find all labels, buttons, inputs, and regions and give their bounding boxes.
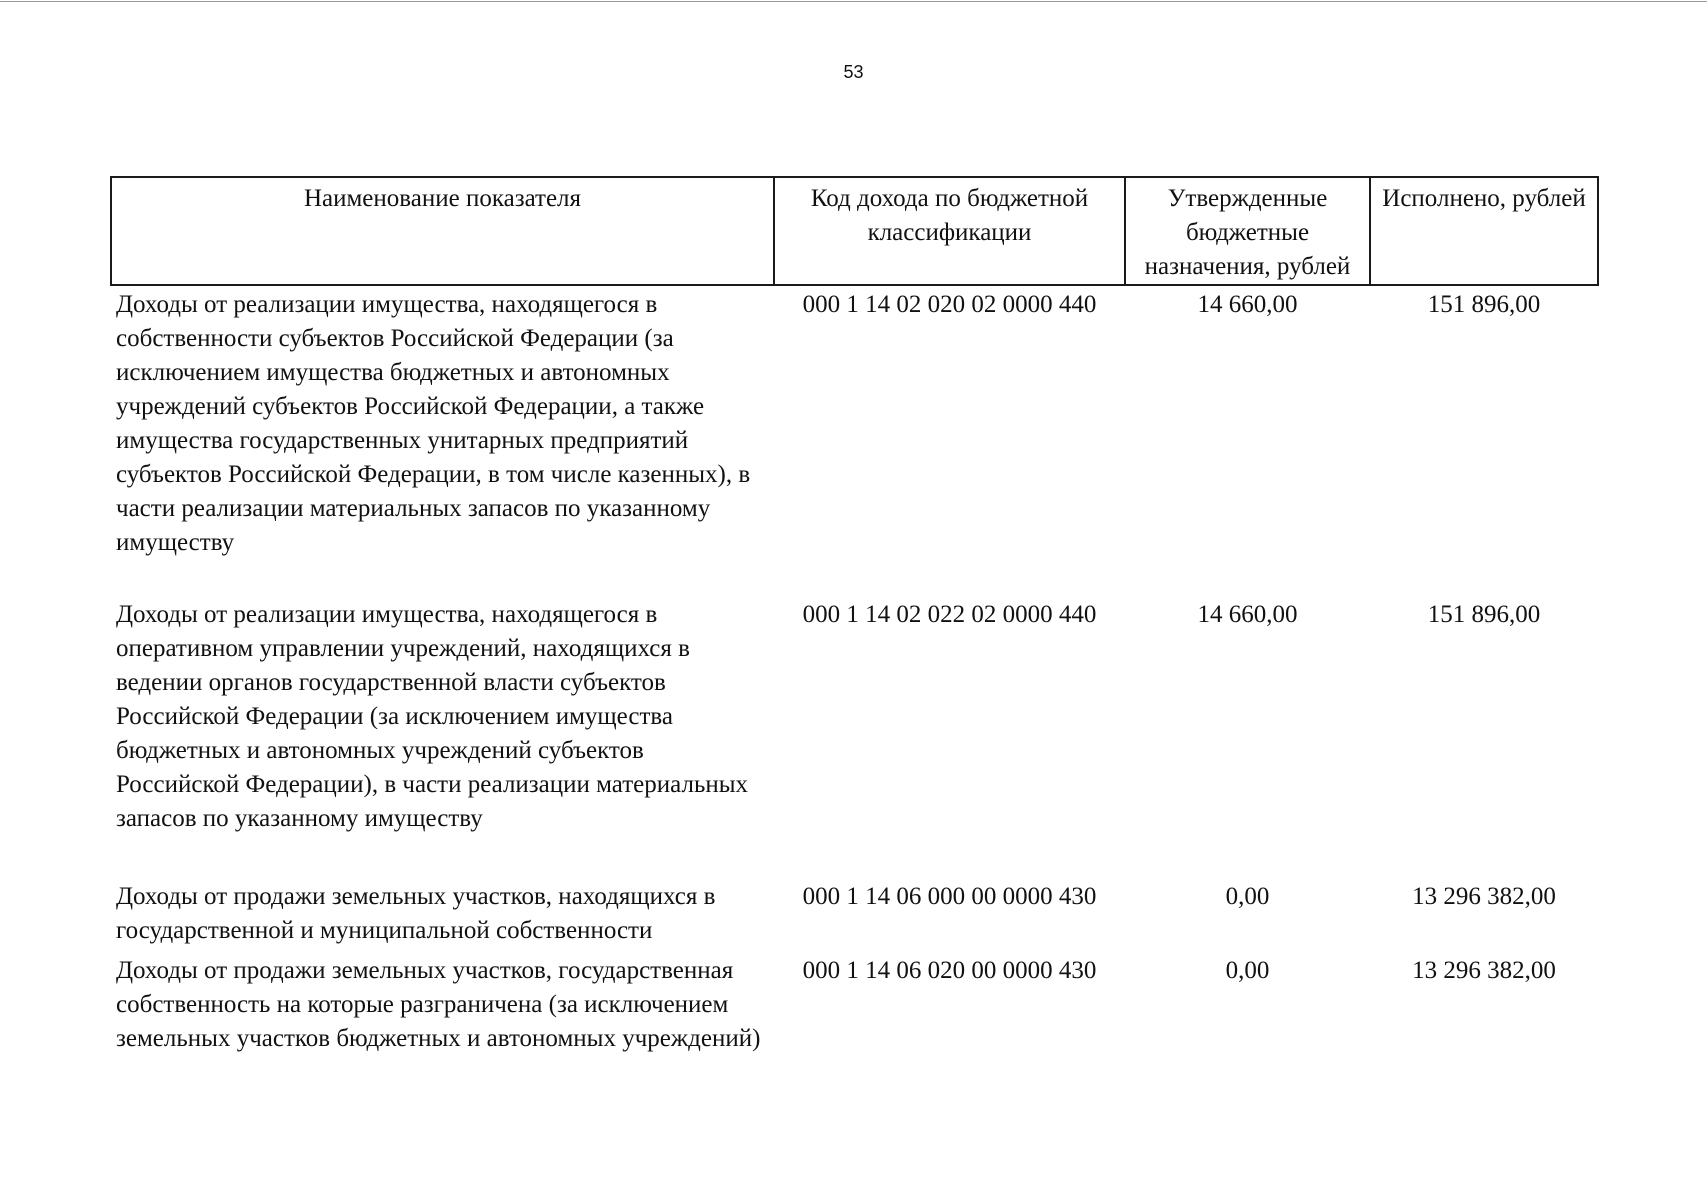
table-header (111, 177, 1598, 285)
budget-income-table (110, 176, 1599, 1094)
row-indicator-name: Доходы от реализации имущества, находящегося в оперативном управлении учреждений, находящихся в ведении органов государственной власти субъектов Российской Федерации (за исключением имущества бюджетных и автономных учреждений субъектов Российской Федерации), в части реализации материальных запасов по указанному имуществу (116, 601, 749, 832)
row-executed-amount: 151 896,00 (1427, 291, 1541, 318)
page-number: 53 (843, 62, 864, 82)
table-body (111, 285, 1598, 1094)
row-indicator-name: Доходы от продажи земельных участков, находящихся в государственной и муниципальной собственности (116, 883, 716, 944)
row-income-code: 000 1 14 06 020 00 0000 430 (802, 957, 1097, 984)
row-income-code: 000 1 14 02 022 02 0000 440 (802, 601, 1097, 628)
header-row (111, 177, 1598, 285)
table-row (111, 598, 1598, 880)
header-income-code: Код дохода по бюджетной классификации (774, 177, 1125, 285)
row-executed-amount: 13 296 382,00 (1412, 883, 1556, 910)
row-executed-amount: 151 896,00 (1427, 601, 1541, 628)
header-indicator-name: Наименование показателя (111, 177, 774, 285)
row-approved-amount: 0,00 (1225, 957, 1270, 984)
row-approved-amount: 14 660,00 (1197, 601, 1298, 628)
row-executed-amount: 13 296 382,00 (1412, 957, 1556, 984)
row-indicator-name: Доходы от продажи земельных участков, государственная собственность на которые разграничена (за исключением земельных участков бюджетных и автономных учреждений) (116, 957, 761, 1052)
row-approved-amount: 14 660,00 (1197, 291, 1298, 318)
table-row (111, 880, 1598, 954)
row-income-code: 000 1 14 06 000 00 0000 430 (802, 883, 1097, 910)
top-rule (0, 1, 1707, 2)
table-row (111, 285, 1598, 598)
row-income-code: 000 1 14 02 020 02 0000 440 (802, 291, 1097, 318)
row-approved-amount: 0,00 (1225, 883, 1270, 910)
row-indicator-name: Доходы от реализации имущества, находящегося в собственности субъектов Российской Федерации (за исключением имущества бюджетных и автономных учреждений субъектов Российской Федерации, а также имущества государственных унитарных предприятий субъектов Российской Федерации, в том числе казенных), в части реализации материальных запасов по указанному имуществу (116, 291, 751, 556)
header-approved-amount: Утвержденные бюджетные назначения, рублей (1125, 177, 1370, 285)
table-row (111, 954, 1598, 1094)
header-executed-amount: Исполнено, рублей (1370, 177, 1598, 285)
